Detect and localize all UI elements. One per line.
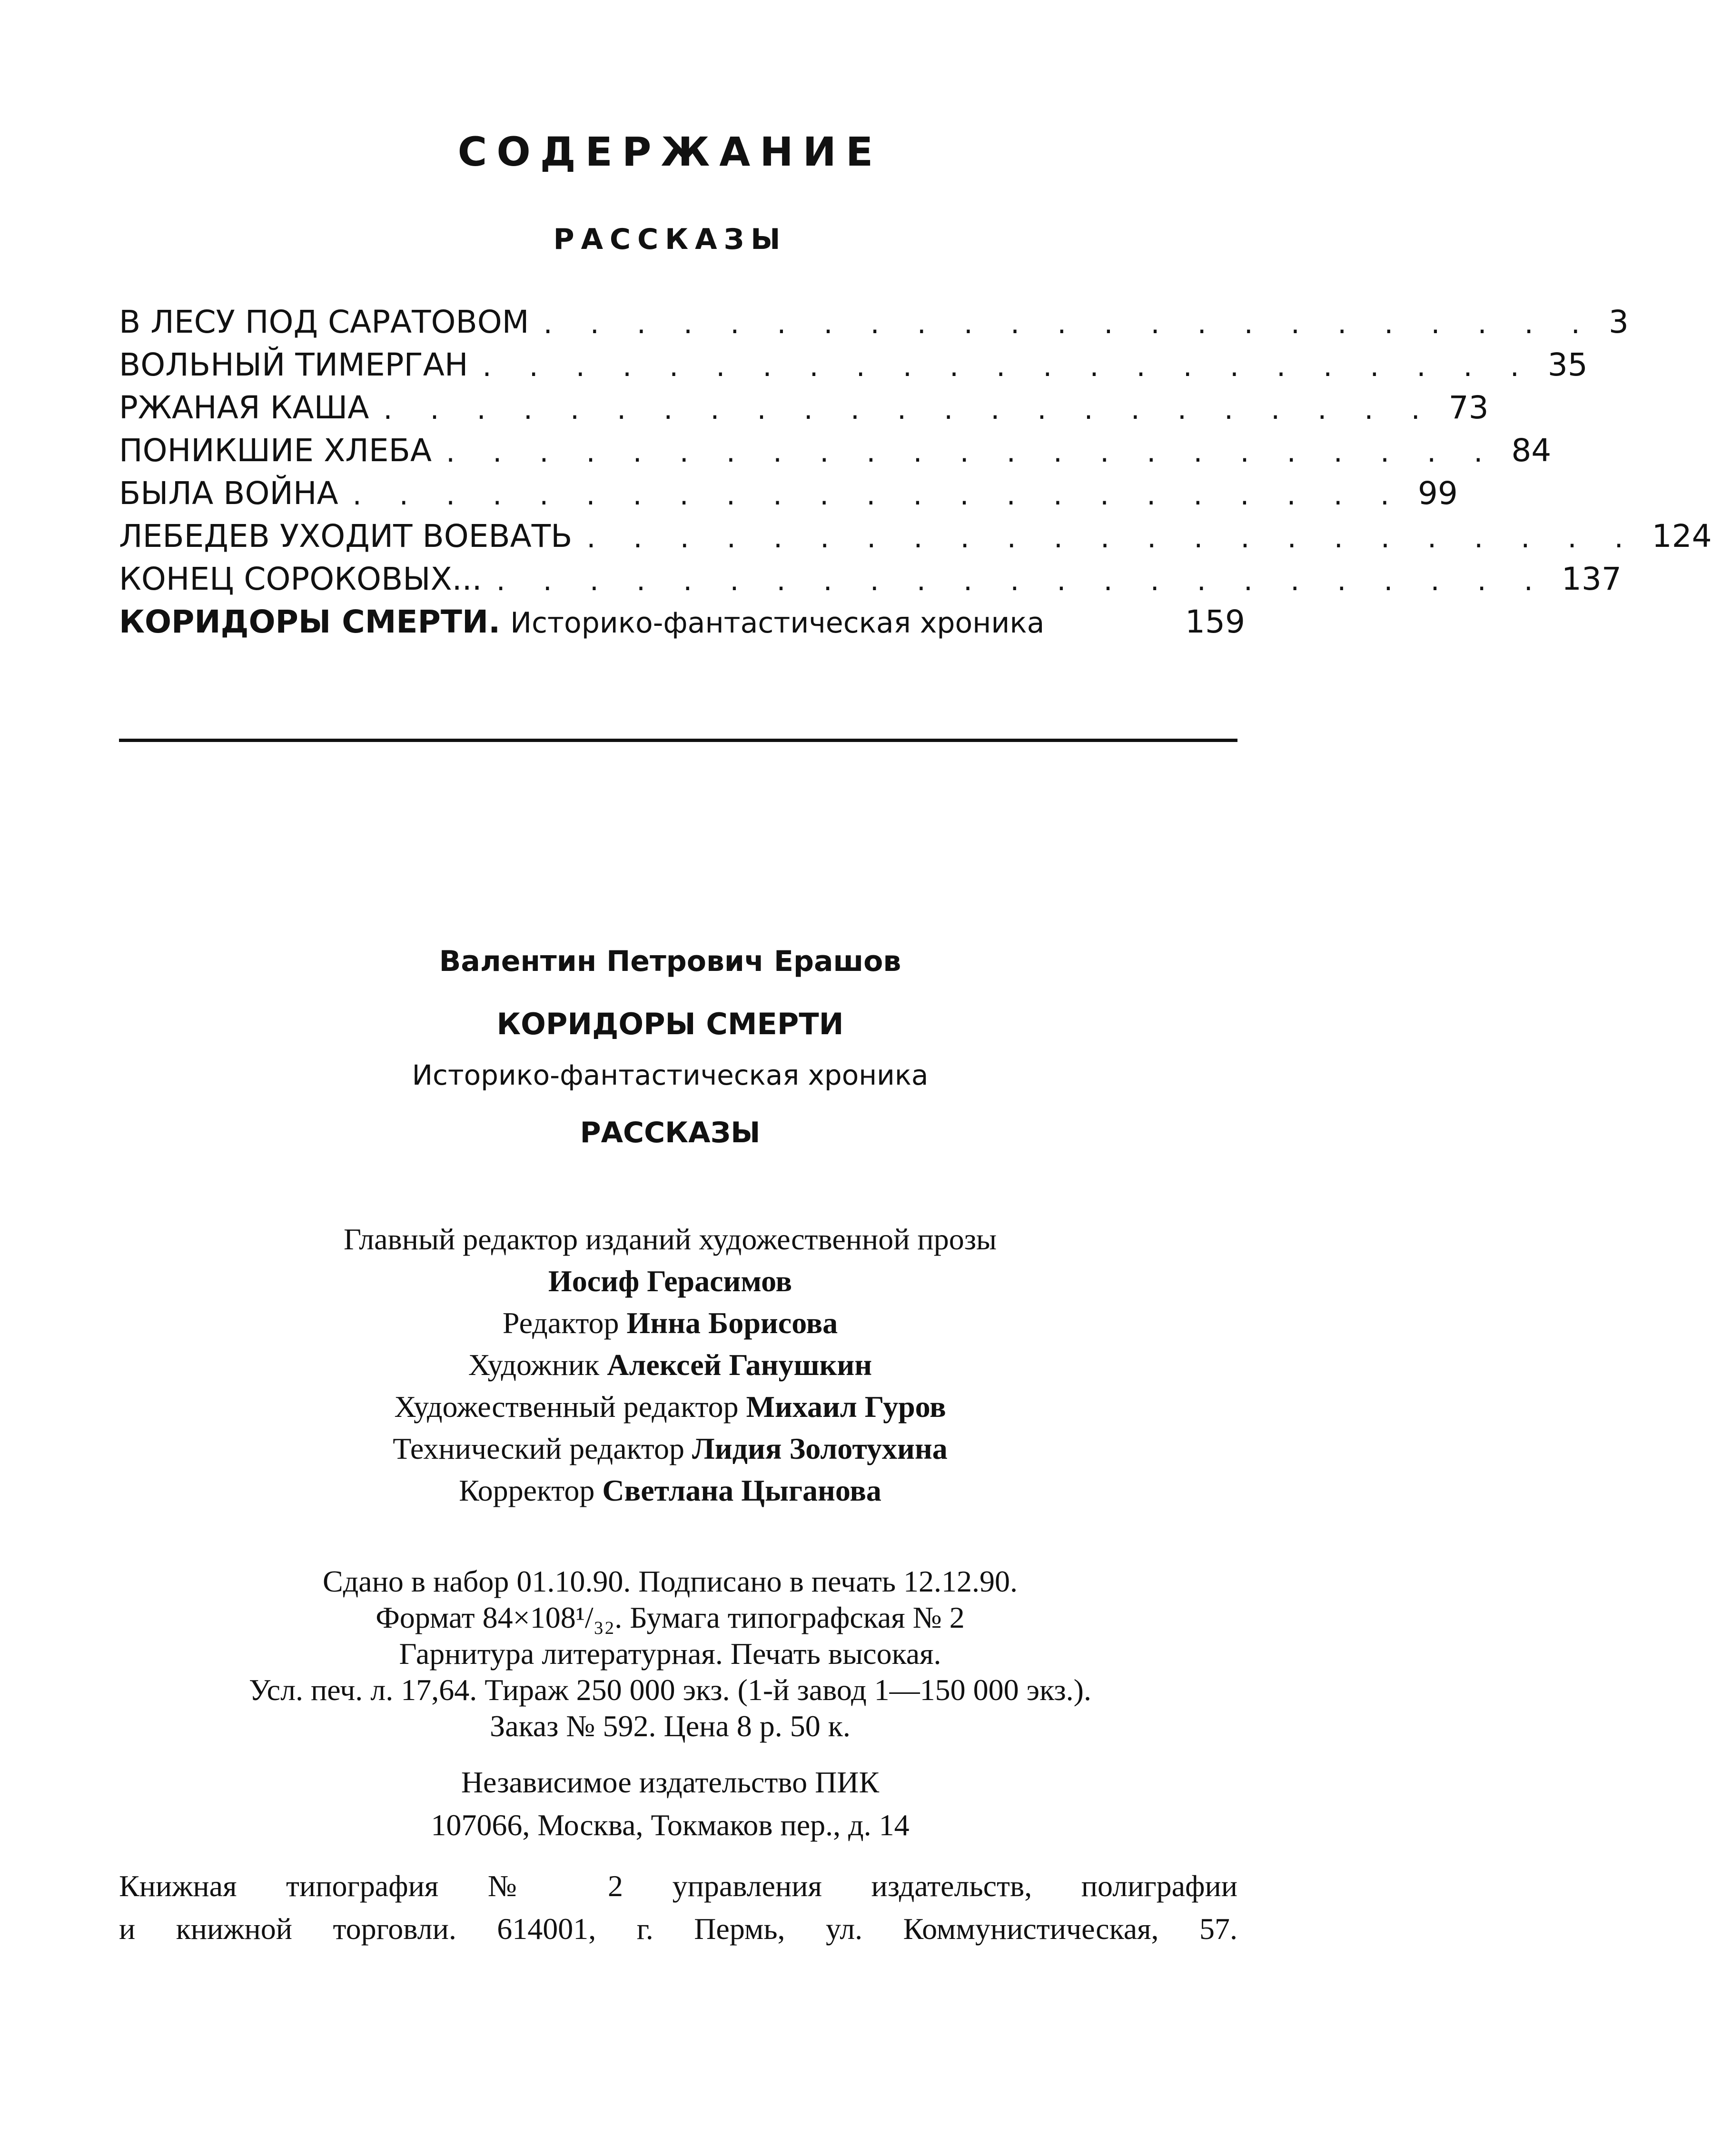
imprint-subtitle: Историко-фантастическая хроника (412, 1059, 929, 1091)
printer-line: и книжной торговли. 614001, г. Пермь, ул. Коммунистическая, 57. (119, 1912, 1237, 1946)
toc-entry (119, 552, 1622, 597)
toc-leader-dots: . . . . . . . . . . . . . . . . . . . . . . . (482, 350, 1534, 383)
toc-leader-dots: . . . . . . . . . . . . . . . . . . . . . . . (586, 521, 1638, 554)
toc-entry-title: БЫЛА ВОЙНА (119, 475, 338, 512)
credit-line-corrector (0, 1470, 1340, 1512)
toc-entry-page: 35 (1547, 346, 1588, 383)
credit-role: Художник (468, 1348, 600, 1382)
imprint-credits (0, 1218, 1340, 1512)
toc-entry-title: ПОНИКШИЕ ХЛЕБА (119, 432, 432, 469)
toc-entry-subtitle: Историко-фантастическая хроника (510, 606, 1045, 640)
tech-line: Сдано в набор 01.10.90. Подписано в печать 12.12.90. (323, 1564, 1018, 1598)
toc-entry (119, 424, 1552, 469)
credit-line-artist (0, 1344, 1340, 1386)
credit-role: Редактор (502, 1306, 619, 1340)
toc-heading: СОДЕРЖАНИЕ (457, 129, 883, 175)
toc-leader-dots: . . . . . . . . . . . . . . . . . . . . . . . (496, 564, 1547, 597)
credit-name: Алексей Ганушкин (607, 1348, 872, 1382)
credit-chief-name: Иосиф Герасимов (548, 1264, 792, 1298)
credit-chief-role: Главный редактор изданий художественной прозы (343, 1222, 997, 1256)
toc-entry-title: ЛЕБЕДЕВ УХОДИТ ВОЕВАТЬ (119, 518, 573, 554)
toc-entry-page: 137 (1561, 561, 1622, 597)
credit-name: Инна Борисова (626, 1306, 838, 1340)
toc-entry-page: 99 (1417, 475, 1458, 512)
toc-entry-title (119, 603, 1045, 640)
toc-entry-title: ВОЛЬНЫЙ ТИМЕРГАН (119, 346, 468, 383)
toc-entry-page: 3 (1608, 304, 1629, 340)
toc-entry (119, 338, 1588, 383)
toc-entry (119, 295, 1629, 340)
imprint-technical (0, 1563, 1340, 1744)
toc-entry-last (119, 595, 1245, 640)
credit-name: Михаил Гуров (746, 1390, 946, 1424)
publisher-address: 107066, Москва, Токмаков пер., д. 14 (431, 1808, 910, 1842)
toc-leader-dots: . . . . . . . . . . . . . . . . . . . . . . . (543, 307, 1594, 340)
toc-leader-dots: . . . . . . . . . . . . . . . . . . . . . . . (446, 435, 1497, 469)
imprint-author: Валентин Петрович Ерашов (439, 945, 901, 978)
imprint-printer (119, 1865, 1237, 1950)
toc-entry-title: В ЛЕСУ ПОД САРАТОВОМ (119, 304, 529, 340)
credit-line-tech-editor (0, 1428, 1340, 1470)
toc-entry-page: 84 (1511, 432, 1552, 469)
imprint-publisher (0, 1761, 1340, 1847)
credit-name: Лидия Золотухина (692, 1432, 948, 1465)
toc-leader-dots: . . . . . . . . . . . . . . . . . . . . . . . (352, 478, 1404, 512)
credit-role: Технический редактор (393, 1432, 685, 1465)
toc-entry-title: РЖАНАЯ КАША (119, 389, 369, 426)
credit-line-editor (0, 1302, 1340, 1344)
credit-name: Светлана Цыганова (602, 1474, 881, 1507)
toc-list (119, 295, 1712, 640)
tech-line: Формат 84×108¹/₃₂. Бумага типографская № 2 (376, 1601, 965, 1634)
imprint-section: РАССКАЗЫ (580, 1116, 761, 1149)
imprint-book-title: КОРИДОРЫ СМЕРТИ (496, 1007, 844, 1041)
section-divider (119, 739, 1237, 742)
credit-line-art-editor (0, 1386, 1340, 1428)
publisher-name: Независимое издательство ПИК (461, 1765, 880, 1799)
toc-entry-title-bold: КОРИДОРЫ СМЕРТИ. (119, 603, 501, 640)
toc-entry (119, 466, 1458, 512)
toc-entry (119, 381, 1489, 426)
toc-entry-page: 73 (1448, 389, 1489, 426)
toc-leader-dots: . . . . . . . . . . . . . . . . . . . . . . . (383, 393, 1435, 426)
printer-line: Книжная типография № 2 управления издательств, полиграфии (119, 1869, 1237, 1903)
credit-role: Корректор (459, 1474, 595, 1507)
toc-section-heading: РАССКАЗЫ (553, 223, 787, 256)
toc-entry-title: КОНЕЦ СОРОКОВЫХ... (119, 561, 482, 597)
toc-entry-page: 159 (1185, 603, 1245, 640)
toc-entry-page: 124 (1652, 518, 1712, 554)
toc-entry (119, 509, 1712, 554)
tech-line: Гарнитура литературная. Печать высокая. (399, 1637, 941, 1671)
tech-line: Усл. печ. л. 17,64. Тираж 250 000 экз. (1-й завод 1—150 000 экз.). (249, 1673, 1091, 1707)
tech-line: Заказ № 592. Цена 8 р. 50 к. (490, 1709, 851, 1743)
credit-role: Художественный редактор (394, 1390, 739, 1424)
